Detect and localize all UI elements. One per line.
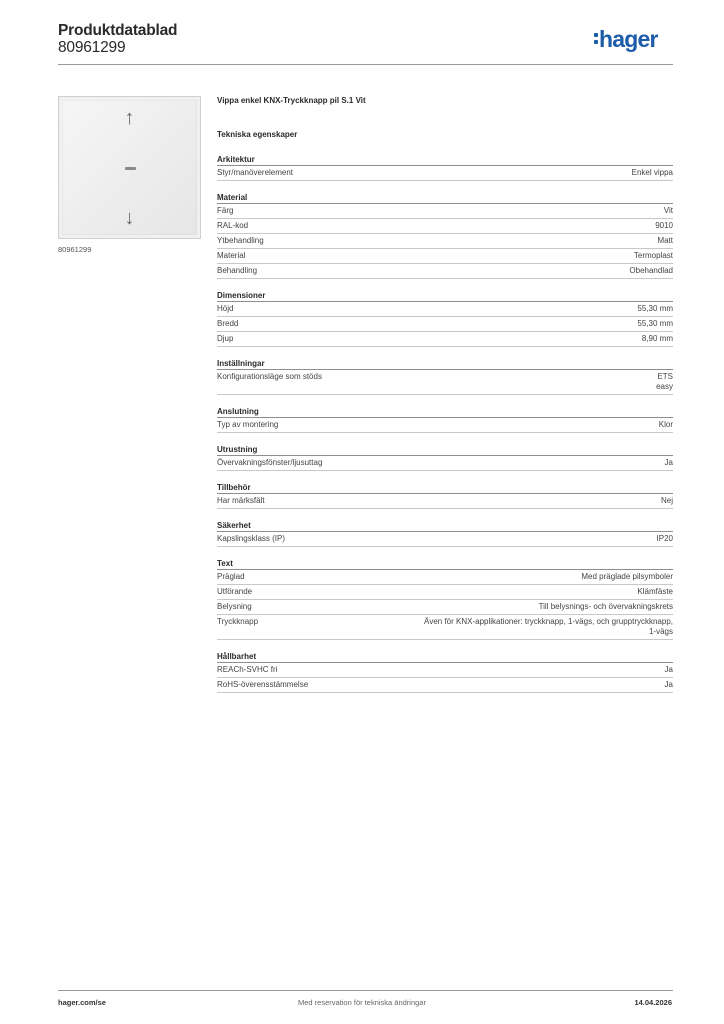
spec-key: RoHS-överensstämmelse	[217, 680, 309, 689]
spec-key: Behandling	[217, 266, 258, 275]
spec-row	[217, 494, 673, 509]
spec-key: Präglad	[217, 572, 245, 581]
spec-section	[217, 288, 673, 347]
spec-row	[217, 570, 673, 585]
page-title: Produktdatablad	[58, 22, 178, 39]
arrow-down-icon: ↓	[124, 207, 135, 229]
spec-value: IP20	[656, 534, 673, 543]
spec-key: Typ av montering	[217, 420, 279, 429]
header-divider	[58, 64, 673, 65]
spec-key: Konfigurationsläge som stöds	[217, 372, 322, 381]
spec-key: Kapslingsklass (IP)	[217, 534, 286, 543]
spec-row	[217, 370, 673, 395]
spec-key: Utförande	[217, 587, 253, 596]
spec-row	[217, 332, 673, 347]
spec-value: 55,30 mm	[637, 319, 673, 328]
section-title: Hållbarhet	[217, 649, 673, 663]
spec-row	[217, 302, 673, 317]
spec-key: Djup	[217, 334, 234, 343]
spec-row	[217, 615, 673, 640]
spec-value: Ja	[664, 680, 673, 689]
spec-section	[217, 480, 673, 509]
spec-value: Även för KNX-applikationer: tryckknapp, 1-vägs, och grupptryckknapp, 1-vägs	[423, 617, 673, 636]
spec-value: Matt	[657, 236, 673, 245]
spec-row	[217, 600, 673, 615]
spec-section	[217, 190, 673, 279]
spec-value: ETS easy	[656, 372, 673, 391]
spec-value: Enkel vippa	[631, 168, 673, 177]
spec-key: Styr/manöverelement	[217, 168, 294, 177]
spec-section	[217, 404, 673, 433]
logo-text: hager	[599, 26, 658, 52]
spec-row	[217, 219, 673, 234]
spec-row	[217, 249, 673, 264]
spec-key: Ytbehandling	[217, 236, 264, 245]
spec-section	[217, 356, 673, 395]
spec-value: Termoplast	[633, 251, 673, 260]
spec-section	[217, 556, 673, 640]
spec-value: 8,90 mm	[641, 334, 673, 343]
logo-colon-icon	[594, 28, 598, 48]
spec-key: Har märksfält	[217, 496, 265, 505]
spec-value: 9010	[655, 221, 673, 230]
spec-value: Till belysnings- och övervakningskrets	[538, 602, 673, 611]
product-image-caption: 80961299	[58, 245, 92, 254]
spec-row	[217, 663, 673, 678]
footer-disclaimer: Med reservation för tekniska ändringar	[298, 998, 426, 1007]
section-title: Arkitektur	[217, 152, 673, 166]
section-title: Dimensioner	[217, 288, 673, 302]
spec-section	[217, 649, 673, 693]
spec-value: Vit	[663, 206, 673, 215]
section-title: Utrustning	[217, 442, 673, 456]
spec-key: RAL-kod	[217, 221, 249, 230]
spec-key: Material	[217, 251, 246, 260]
footer-date: 14.04.2026	[634, 998, 672, 1007]
product-image	[58, 96, 201, 239]
product-name: Vippa enkel KNX-Tryckknapp pil S.1 Vit	[217, 96, 366, 105]
spec-row	[217, 678, 673, 693]
footer-divider	[58, 990, 673, 991]
spec-key: REACh-SVHC fri	[217, 665, 278, 674]
spec-key: Tryckknapp	[217, 617, 259, 626]
spec-row	[217, 585, 673, 600]
spec-value: Med präglade pilsymboler	[581, 572, 673, 581]
rocker-face	[62, 100, 197, 235]
spec-value: Nej	[660, 496, 673, 505]
spec-table	[217, 152, 673, 702]
tech-heading: Tekniska egenskaper	[217, 130, 298, 139]
spec-value: Ja	[664, 665, 673, 674]
spec-key: Färg	[217, 206, 234, 215]
footer-website: hager.com/se	[58, 998, 106, 1007]
spec-row	[217, 418, 673, 433]
spec-key: Bredd	[217, 319, 239, 328]
hager-logo	[594, 28, 658, 51]
spec-row	[217, 532, 673, 547]
spec-value: 55,30 mm	[637, 304, 673, 313]
spec-row	[217, 456, 673, 471]
spec-row	[217, 234, 673, 249]
spec-value: Ja	[664, 458, 673, 467]
section-title: Text	[217, 556, 673, 570]
section-title: Säkerhet	[217, 518, 673, 532]
spec-key: Belysning	[217, 602, 252, 611]
spec-row	[217, 264, 673, 279]
spec-section	[217, 442, 673, 471]
dash-icon	[125, 167, 136, 170]
spec-key: Höjd	[217, 304, 234, 313]
spec-section	[217, 152, 673, 181]
section-title: Anslutning	[217, 404, 673, 418]
arrow-up-icon: ↑	[124, 107, 135, 129]
spec-row	[217, 317, 673, 332]
spec-section	[217, 518, 673, 547]
spec-value: Klämfäste	[637, 587, 673, 596]
spec-row	[217, 204, 673, 219]
spec-value: Obehandlad	[629, 266, 673, 275]
spec-key: Övervakningsfönster/ljusuttag	[217, 458, 323, 467]
spec-row	[217, 166, 673, 181]
section-title: Inställningar	[217, 356, 673, 370]
section-title: Material	[217, 190, 673, 204]
spec-value: Klor	[658, 420, 673, 429]
product-number: 80961299	[58, 39, 126, 56]
section-title: Tillbehör	[217, 480, 673, 494]
